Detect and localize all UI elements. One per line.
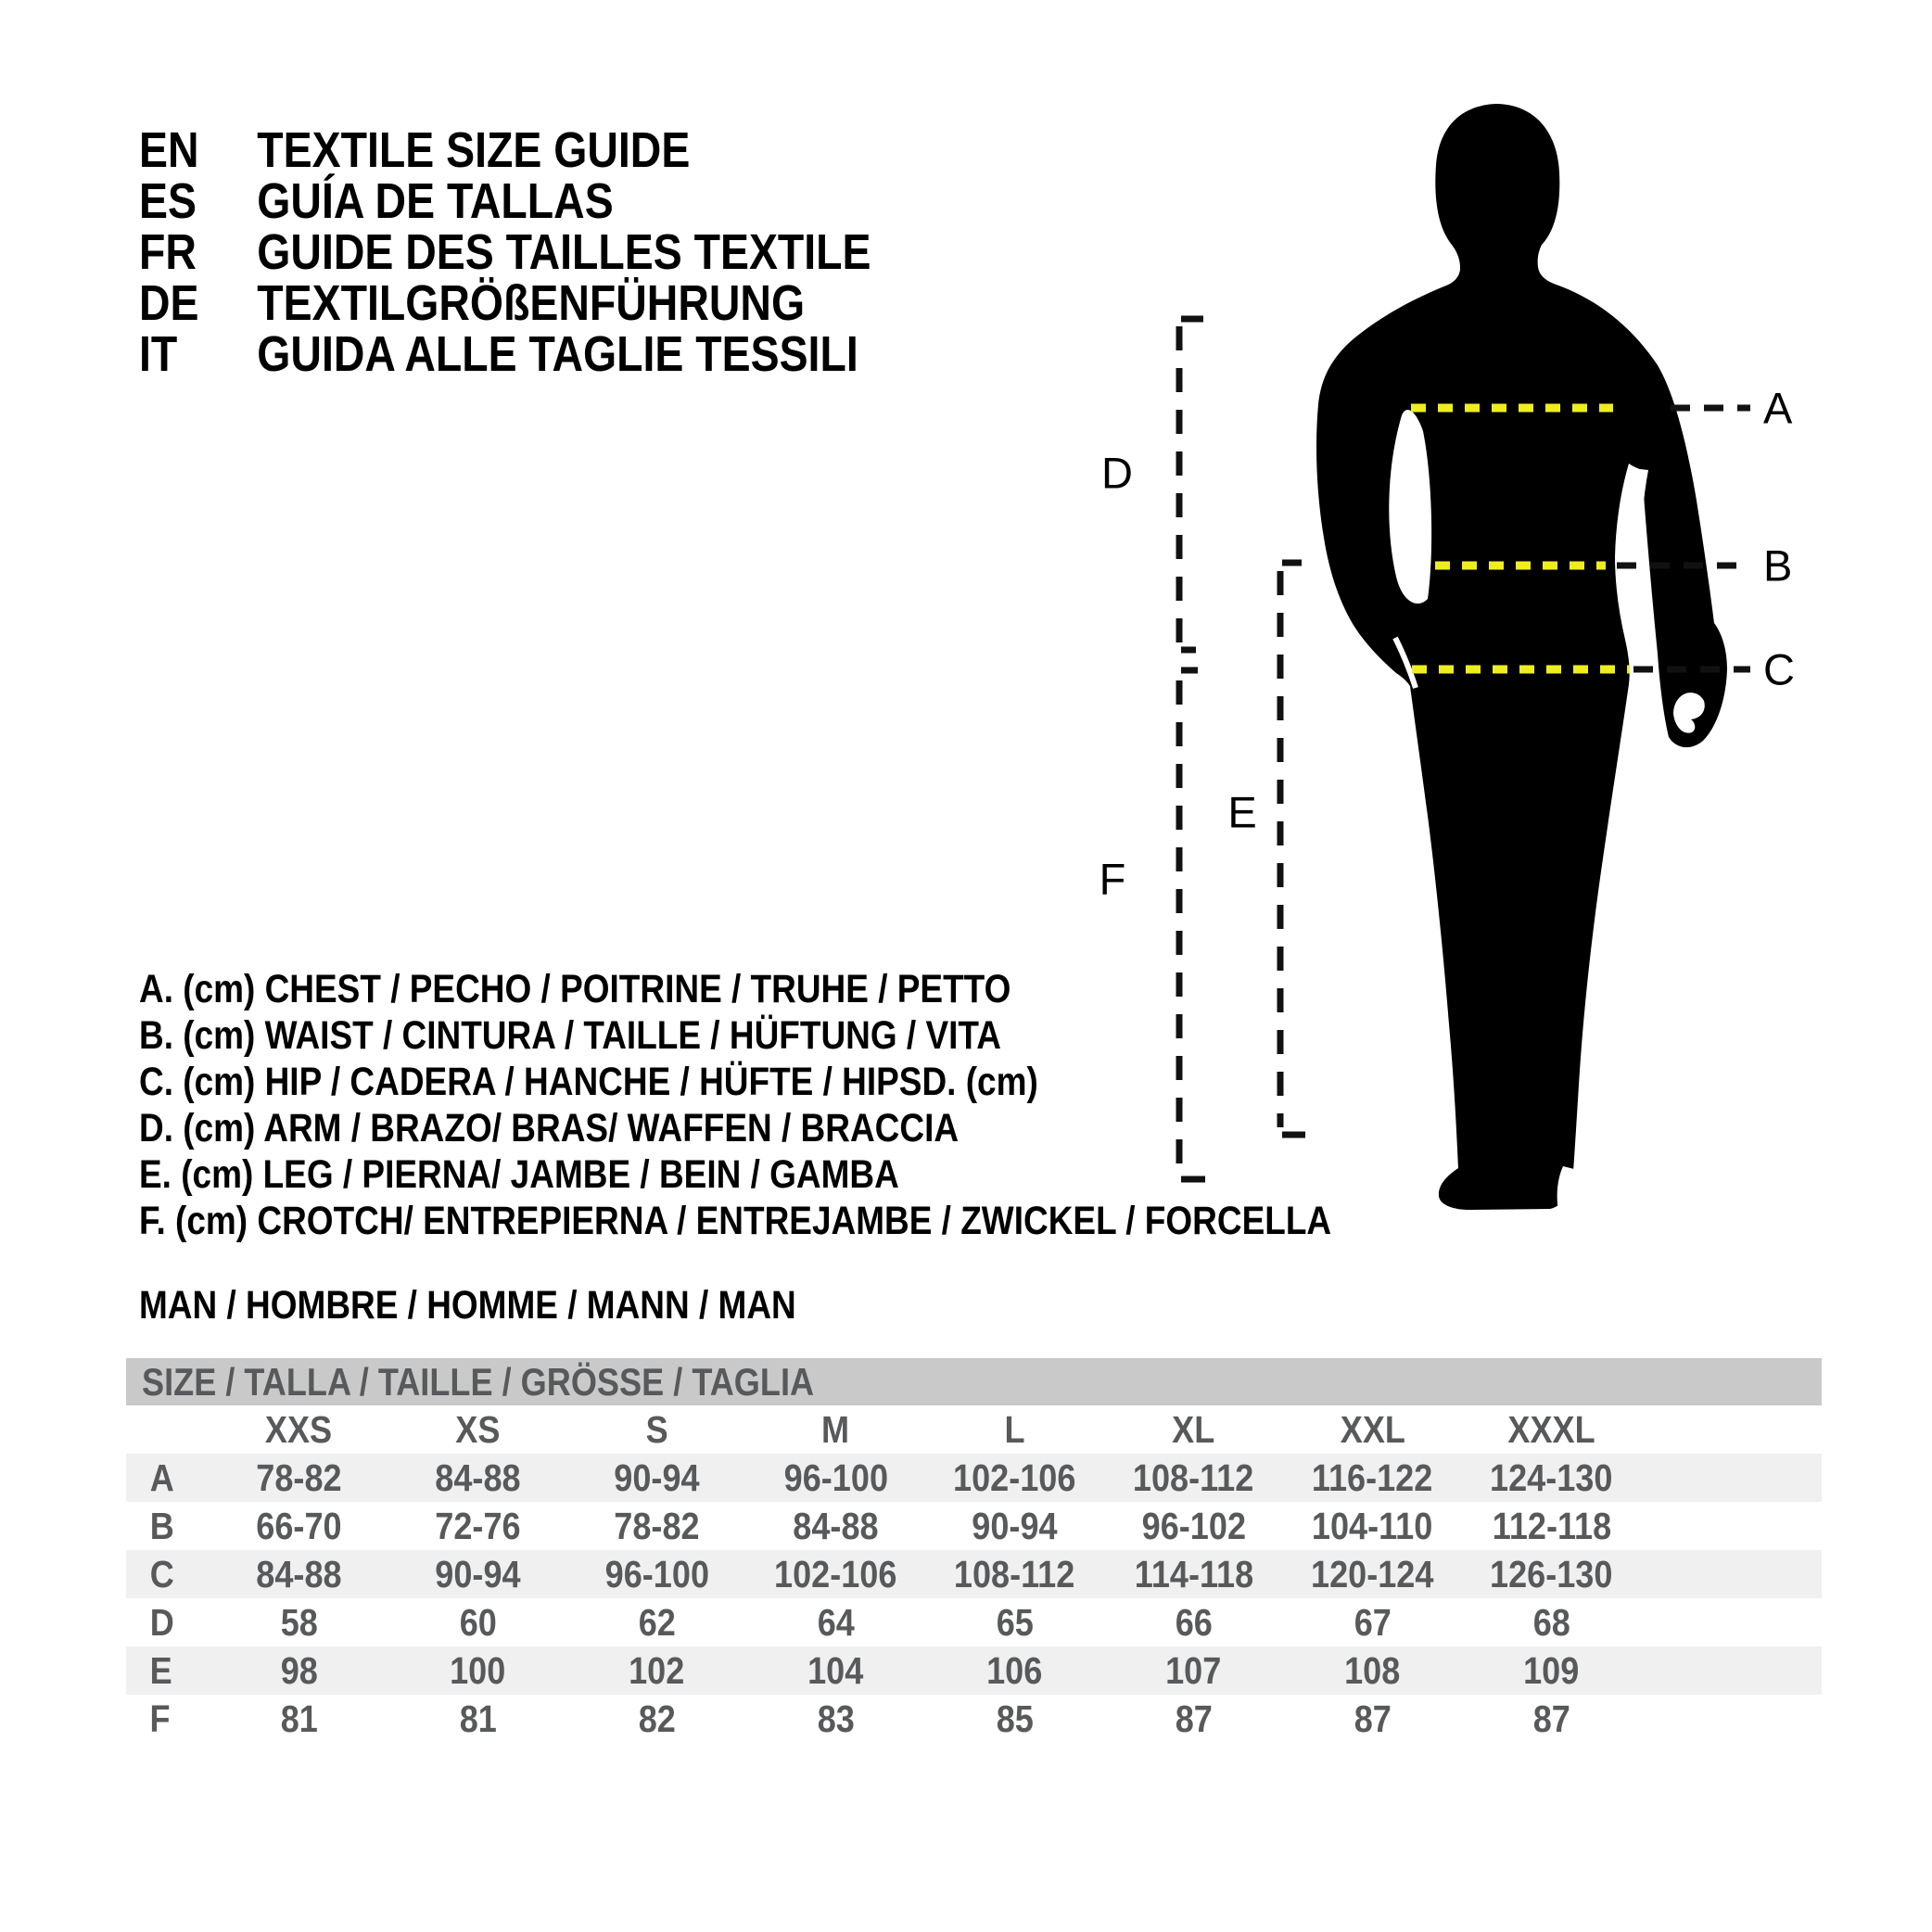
table-cell: 78-82 [256,1455,342,1499]
table-cell: 84-88 [435,1455,521,1499]
table-cell: 96-102 [1141,1504,1246,1547]
language-title: TEXTILE SIZE GUIDE [257,122,691,178]
table-cell: 100 [450,1648,506,1692]
language-code: IT [139,326,178,382]
table-cell: 62 [638,1600,676,1644]
table-cell: 90-94 [435,1552,521,1595]
column-header: XL [1172,1407,1215,1451]
language-code: DE [139,275,199,331]
table-cell: 104-110 [1312,1504,1433,1547]
size-table-header-text: SIZE / TALLA / TAILLE / GRÖSSE / TAGLIA [142,1360,815,1404]
table-cell: 72-76 [435,1504,521,1547]
column-header: XS [455,1407,501,1451]
table-cell: 85 [996,1697,1034,1740]
size-table-header [126,1358,1822,1405]
table-cell: 104 [807,1648,864,1692]
table-cell: 126-130 [1490,1552,1613,1595]
table-cell: 96-100 [783,1455,888,1499]
table-cell: 107 [1165,1648,1222,1692]
table-cell: 102 [629,1648,685,1692]
table-cell: 87 [1354,1697,1392,1740]
table-row-c [126,1550,1822,1598]
language-code: FR [139,224,197,280]
table-cell: 83 [817,1697,855,1740]
table-row-b [126,1502,1822,1550]
table-cell: 109 [1523,1648,1580,1692]
row-label: A [149,1455,174,1499]
table-cell: 114-118 [1134,1552,1253,1595]
size-table [126,1358,1822,1743]
row-label: F [149,1697,171,1740]
language-code: ES [139,173,197,229]
column-header: M [821,1407,850,1451]
legend-item-e: E. (cm) LEG / PIERNA/ JAMBE / BEIN / GAMBA [139,1152,899,1197]
column-header: XXL [1340,1407,1405,1451]
table-cell: 116-122 [1312,1455,1433,1499]
label-arm-d: D [1101,448,1133,498]
table-cell: 66-70 [256,1504,342,1547]
label-leg-e: E [1227,787,1257,837]
size-columns-row [126,1405,1822,1454]
table-cell: 58 [280,1600,318,1644]
row-label: B [149,1504,174,1547]
table-cell: 90-94 [972,1504,1058,1547]
table-cell: 66 [1175,1600,1213,1644]
legend-item-f: F. (cm) CROTCH/ ENTREPIERNA / ENTREJAMBE / ZWICKEL / FORCELLA [139,1199,1332,1243]
table-cell: 98 [280,1648,318,1692]
language-title: TEXTILGRÖßENFÜHRUNG [257,275,806,331]
column-header: XXS [265,1407,333,1451]
row-label: D [149,1600,174,1644]
measure-line-ticks [1181,319,1305,1179]
category-line: MAN / HOMBRE / HOMME / MANN / MAN [139,1283,796,1328]
table-cell: 84-88 [256,1552,342,1595]
table-cell: 78-82 [614,1504,700,1547]
table-row-a [126,1454,1822,1502]
table-cell: 64 [817,1600,855,1644]
legend-item-a: A. (cm) CHEST / PECHO / POITRINE / TRUHE / PETTO [139,967,1011,1011]
table-cell: 87 [1175,1697,1213,1740]
row-label: C [149,1552,174,1595]
column-header: L [1004,1407,1025,1451]
label-chest-a: A [1763,383,1793,433]
legend-item-b: B. (cm) WAIST / CINTURA / TAILLE / HÜFTUNG / VITA [139,1013,1001,1058]
table-cell: 65 [996,1600,1034,1644]
language-code: EN [139,122,199,178]
legend-item-c: C. (cm) HIP / CADERA / HANCHE / HÜFTE / HIPSD. (cm) [139,1060,1038,1104]
table-cell: 67 [1354,1600,1392,1644]
table-cell: 81 [280,1697,318,1740]
table-cell: 96-100 [604,1552,709,1595]
column-header: XXXL [1507,1407,1595,1451]
label-waist-b: B [1763,540,1793,591]
column-header: S [645,1407,668,1451]
table-cell: 60 [459,1600,497,1644]
table-row-d [126,1598,1822,1646]
label-crotch-f: F [1099,854,1126,904]
table-cell: 82 [638,1697,676,1740]
table-cell: 124-130 [1490,1455,1613,1499]
table-cell: 106 [986,1648,1043,1692]
table-cell: 87 [1532,1697,1570,1740]
table-cell: 84-88 [793,1504,879,1547]
table-row-f [126,1695,1822,1743]
table-cell: 120-124 [1311,1552,1434,1595]
man-silhouette [1316,104,1727,1211]
table-cell: 68 [1532,1600,1570,1644]
language-title: GUIDA ALLE TAGLIE TESSILI [257,326,858,382]
label-hip-c: C [1763,644,1795,694]
legend-item-d: D. (cm) ARM / BRAZO/ BRAS/ WAFFEN / BRACCIA [139,1106,960,1150]
table-cell: 102-106 [953,1455,1076,1499]
table-cell: 90-94 [614,1455,700,1499]
table-row-e [126,1646,1822,1695]
table-cell: 102-106 [774,1552,897,1595]
table-cell: 112-118 [1492,1504,1611,1547]
table-cell: 108 [1344,1648,1401,1692]
table-cell: 81 [459,1697,497,1740]
language-title: GUÍA DE TALLAS [257,173,614,229]
table-cell: 108-112 [1133,1455,1254,1499]
table-cell: 108-112 [954,1552,1075,1595]
vertical-measure-lines [1179,326,1280,1174]
row-label: E [149,1648,172,1692]
language-title: GUIDE DES TAILLES TEXTILE [257,224,871,280]
